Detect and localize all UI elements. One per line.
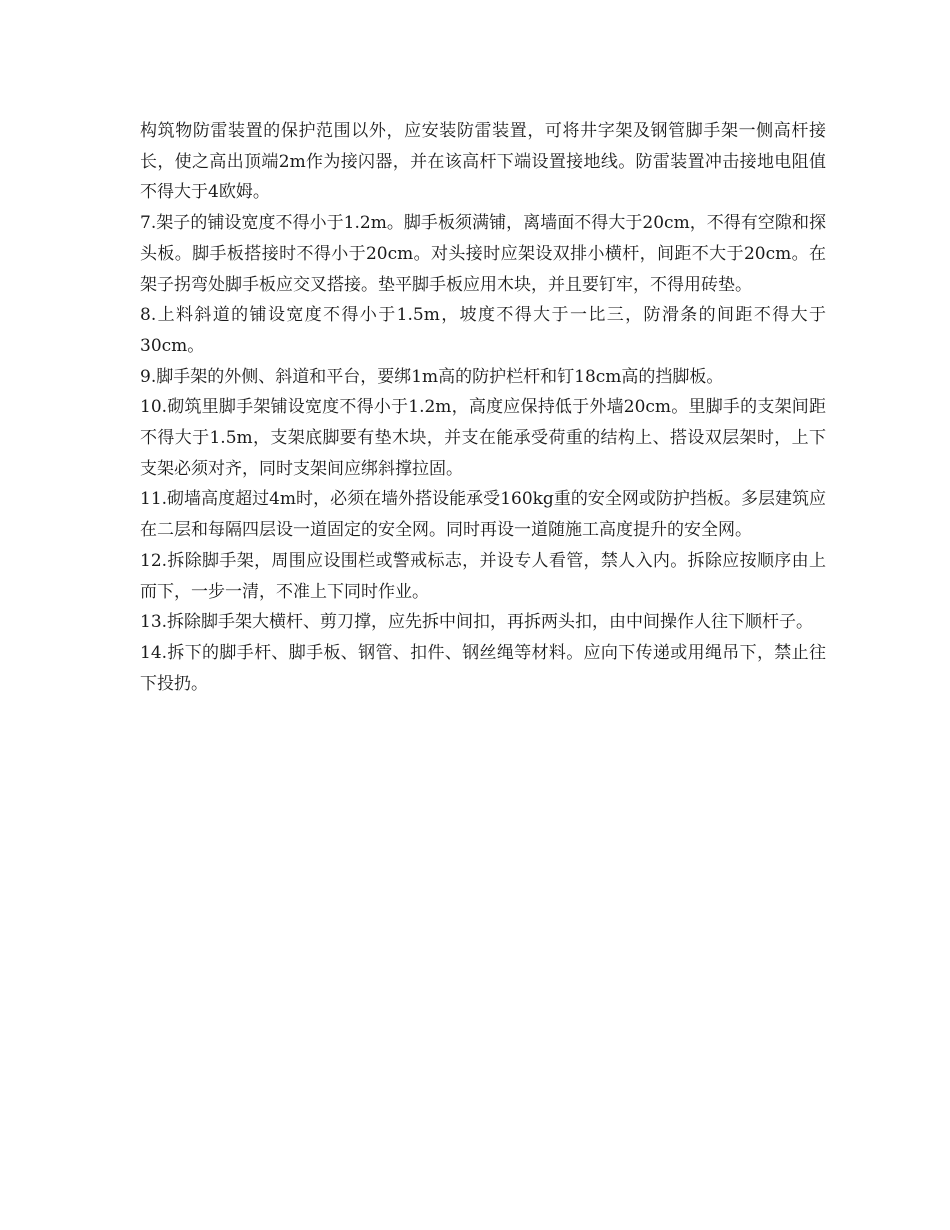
paragraph-item-9: 9.脚手架的外侧、斜道和平台，要绑1m高的防护栏杆和钉18cm高的挡脚板。	[140, 366, 724, 387]
paragraph-lightning-protection: 构筑物防雷装置的保护范围以外，应安装防雷装置，可将井字架及钢管脚手架一侧高杆接长，使之高出顶端2m作为接闪器，并在该高杆下端设置接地线。防雷装置冲击接地电阻值不得大于4欧姆。	[140, 121, 826, 203]
paragraph-item-13: 13.拆除脚手架大横杆、剪刀撑，应先拆中间扣，再拆两头扣，由中间操作人往下顺杆子。	[140, 612, 814, 633]
document-body	[140, 116, 826, 699]
paragraph-item-14: 14.拆下的脚手杆、脚手板、钢管、扣件、钢丝绳等材料。应向下传递或用绳吊下，禁止往下投扔。	[140, 642, 826, 694]
paragraph-item-8: 8.上料斜道的铺设宽度不得小于1.5m，坡度不得大于一比三，防滑条的间距不得大于30cm。	[140, 305, 826, 356]
paragraph-item-12: 12.拆除脚手架，周围应设围栏或警戒标志，并设专人看管，禁人入内。拆除应按顺序由上而下，一步一清，不准上下同时作业。	[140, 550, 826, 602]
paragraph-item-11: 11.砌墙高度超过4m时，必须在墙外搭设能承受160kg重的安全网或防护挡板。多层建筑应在二层和每隔四层设一道固定的安全网。同时再设一道随施工高度提升的安全网。	[140, 489, 826, 541]
paragraph-item-7: 7.架子的铺设宽度不得小于1.2m。脚手板须满铺，离墙面不得大于20cm，不得有空隙和探头板。脚手板搭接时不得小于20cm。对头接时应架设双排小横杆，间距不大于20cm。在架子拐弯处脚手板应交叉搭接。垫平脚手板应用木块，并且要钉牢，不得用砖垫。	[140, 213, 826, 295]
paragraph-item-10: 10.砌筑里脚手架铺设宽度不得小于1.2m，高度应保持低于外墙20cm。里脚手的支架间距不得大于1.5m，支架底脚要有垫木块，并支在能承受荷重的结构上、搭设双层架时，上下支架必须对齐，同时支架间应绑斜撑拉固。	[140, 397, 826, 479]
